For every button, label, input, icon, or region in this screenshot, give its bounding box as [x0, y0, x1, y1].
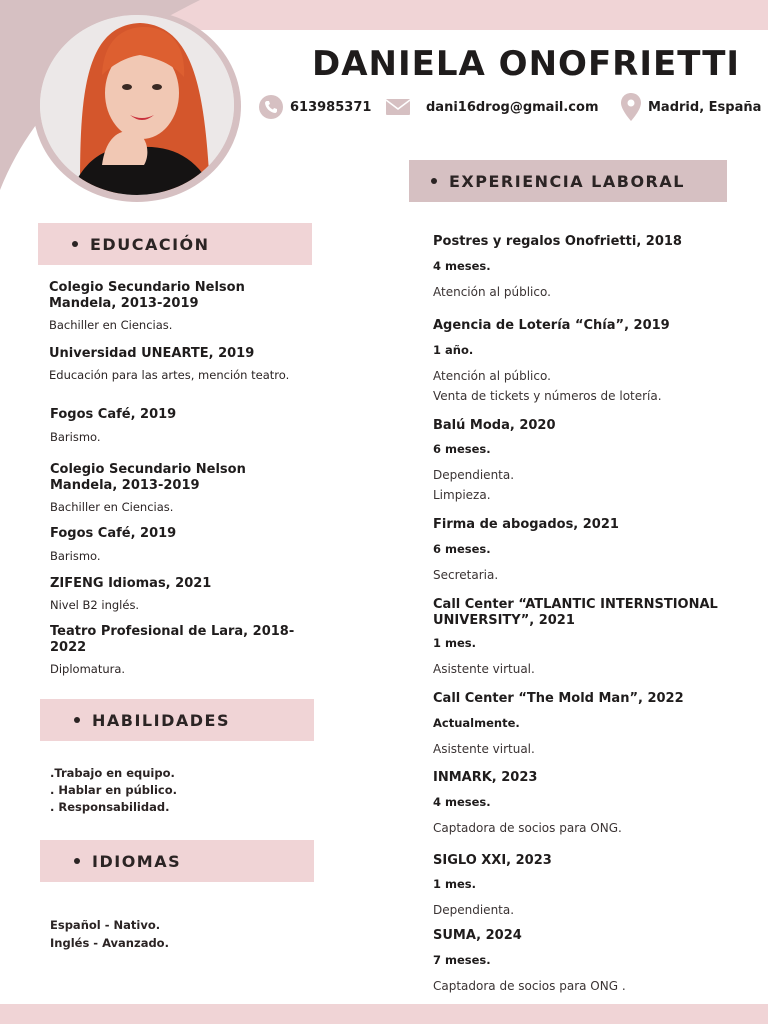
experience-item-title: Postres y regalos Onofrietti, 2018: [433, 234, 682, 249]
experience-item-desc: Asistente virtual.: [433, 662, 535, 676]
education-item-title: ZIFENG Idiomas, 2021: [50, 576, 212, 591]
experience-item-duration: Actualmente.: [433, 716, 520, 730]
location-pin-icon: [620, 92, 642, 122]
location-text: Madrid, España: [648, 99, 762, 115]
experience-item-title: Firma de abogados, 2021: [433, 517, 619, 532]
experience-item-title: Balú Moda, 2020: [433, 418, 556, 433]
education-item-desc: Educación para las artes, mención teatro.: [49, 368, 290, 382]
experience-item-desc: Asistente virtual.: [433, 742, 535, 756]
education-item-desc: Bachiller en Ciencias.: [50, 500, 174, 514]
experience-item-desc: Dependienta.: [433, 903, 515, 917]
education-item-title: Colegio Secundario Nelson Mandela, 2013-2019: [50, 462, 246, 493]
languages-heading: IDIOMAS: [40, 840, 314, 882]
education-item-title: Fogos Café, 2019: [50, 407, 177, 422]
skill-item: . Hablar en público.: [50, 783, 177, 797]
experience-item-desc: Venta de tickets y números de lotería.: [433, 389, 662, 403]
experience-item-desc: Atención al público.: [433, 285, 551, 299]
bullet-dot: [431, 178, 437, 184]
education-item-desc: Barismo.: [50, 430, 101, 444]
bullet-dot: [72, 241, 78, 247]
experience-item-title: Call Center “ATLANTIC INTERNSTIONAL UNIVERSITY”, 2021: [433, 597, 718, 628]
experience-item-duration: 4 meses.: [433, 795, 491, 809]
skills-heading: HABILIDADES: [40, 699, 314, 741]
email-text: dani16drog@gmail.com: [426, 99, 599, 115]
experience-heading: EXPERIENCIA LABORAL: [409, 160, 727, 202]
experience-item-desc: Limpieza.: [433, 488, 491, 502]
experience-item-title: SUMA, 2024: [433, 928, 522, 943]
profile-photo: [40, 15, 234, 195]
experience-item-duration: 7 meses.: [433, 953, 491, 967]
experience-item-duration: 6 meses.: [433, 442, 491, 456]
bottom-band: [0, 1004, 768, 1024]
experience-item-title: Agencia de Lotería “Chía”, 2019: [433, 318, 670, 333]
skill-item: .Trabajo en equipo.: [50, 766, 175, 780]
experience-item-title: INMARK, 2023: [433, 770, 538, 785]
education-item-title: Teatro Profesional de Lara, 2018-2022: [50, 624, 295, 655]
education-item-desc: Nivel B2 inglés.: [50, 598, 140, 612]
language-item: Inglés - Avanzado.: [50, 936, 169, 950]
contact-location: [620, 94, 761, 120]
education-item-desc: Bachiller en Ciencias.: [49, 318, 173, 332]
phone-icon: [258, 94, 284, 120]
experience-item-duration: 1 mes.: [433, 636, 477, 650]
bullet-dot: [74, 858, 80, 864]
experience-item-duration: 6 meses.: [433, 542, 491, 556]
experience-item-desc: Atención al público.: [433, 369, 551, 383]
education-item-title: Colegio Secundario Nelson Mandela, 2013-2019: [49, 280, 245, 311]
experience-item-duration: 1 mes.: [433, 877, 477, 891]
education-item-desc: Diplomatura.: [50, 662, 126, 676]
bullet-dot: [74, 717, 80, 723]
portrait-illustration: [40, 15, 234, 195]
experience-item-desc: Dependienta.: [433, 468, 515, 482]
experience-item-duration: 1 año.: [433, 343, 474, 357]
contact-phone[interactable]: [258, 94, 371, 120]
phone-text: 613985371: [290, 99, 372, 115]
education-item-desc: Barismo.: [50, 549, 101, 563]
experience-item-desc: Captadora de socios para ONG.: [433, 821, 622, 835]
contact-email[interactable]: [385, 94, 599, 120]
person-name: DANIELA ONOFRIETTI: [312, 44, 741, 84]
language-item: Español - Nativo.: [50, 918, 161, 932]
experience-item-desc: Secretaria.: [433, 568, 499, 582]
experience-item-duration: 4 meses.: [433, 259, 491, 273]
education-item-title: Universidad UNEARTE, 2019: [49, 346, 255, 361]
experience-item-title: Call Center “The Mold Man”, 2022: [433, 691, 684, 706]
education-heading: EDUCACIÓN: [38, 223, 312, 265]
education-item-title: Fogos Café, 2019: [50, 526, 177, 541]
experience-item-desc: Captadora de socios para ONG .: [433, 979, 626, 993]
experience-item-title: SIGLO XXI, 2023: [433, 853, 552, 868]
skill-item: . Responsabilidad.: [50, 800, 170, 814]
mail-icon: [385, 97, 411, 117]
